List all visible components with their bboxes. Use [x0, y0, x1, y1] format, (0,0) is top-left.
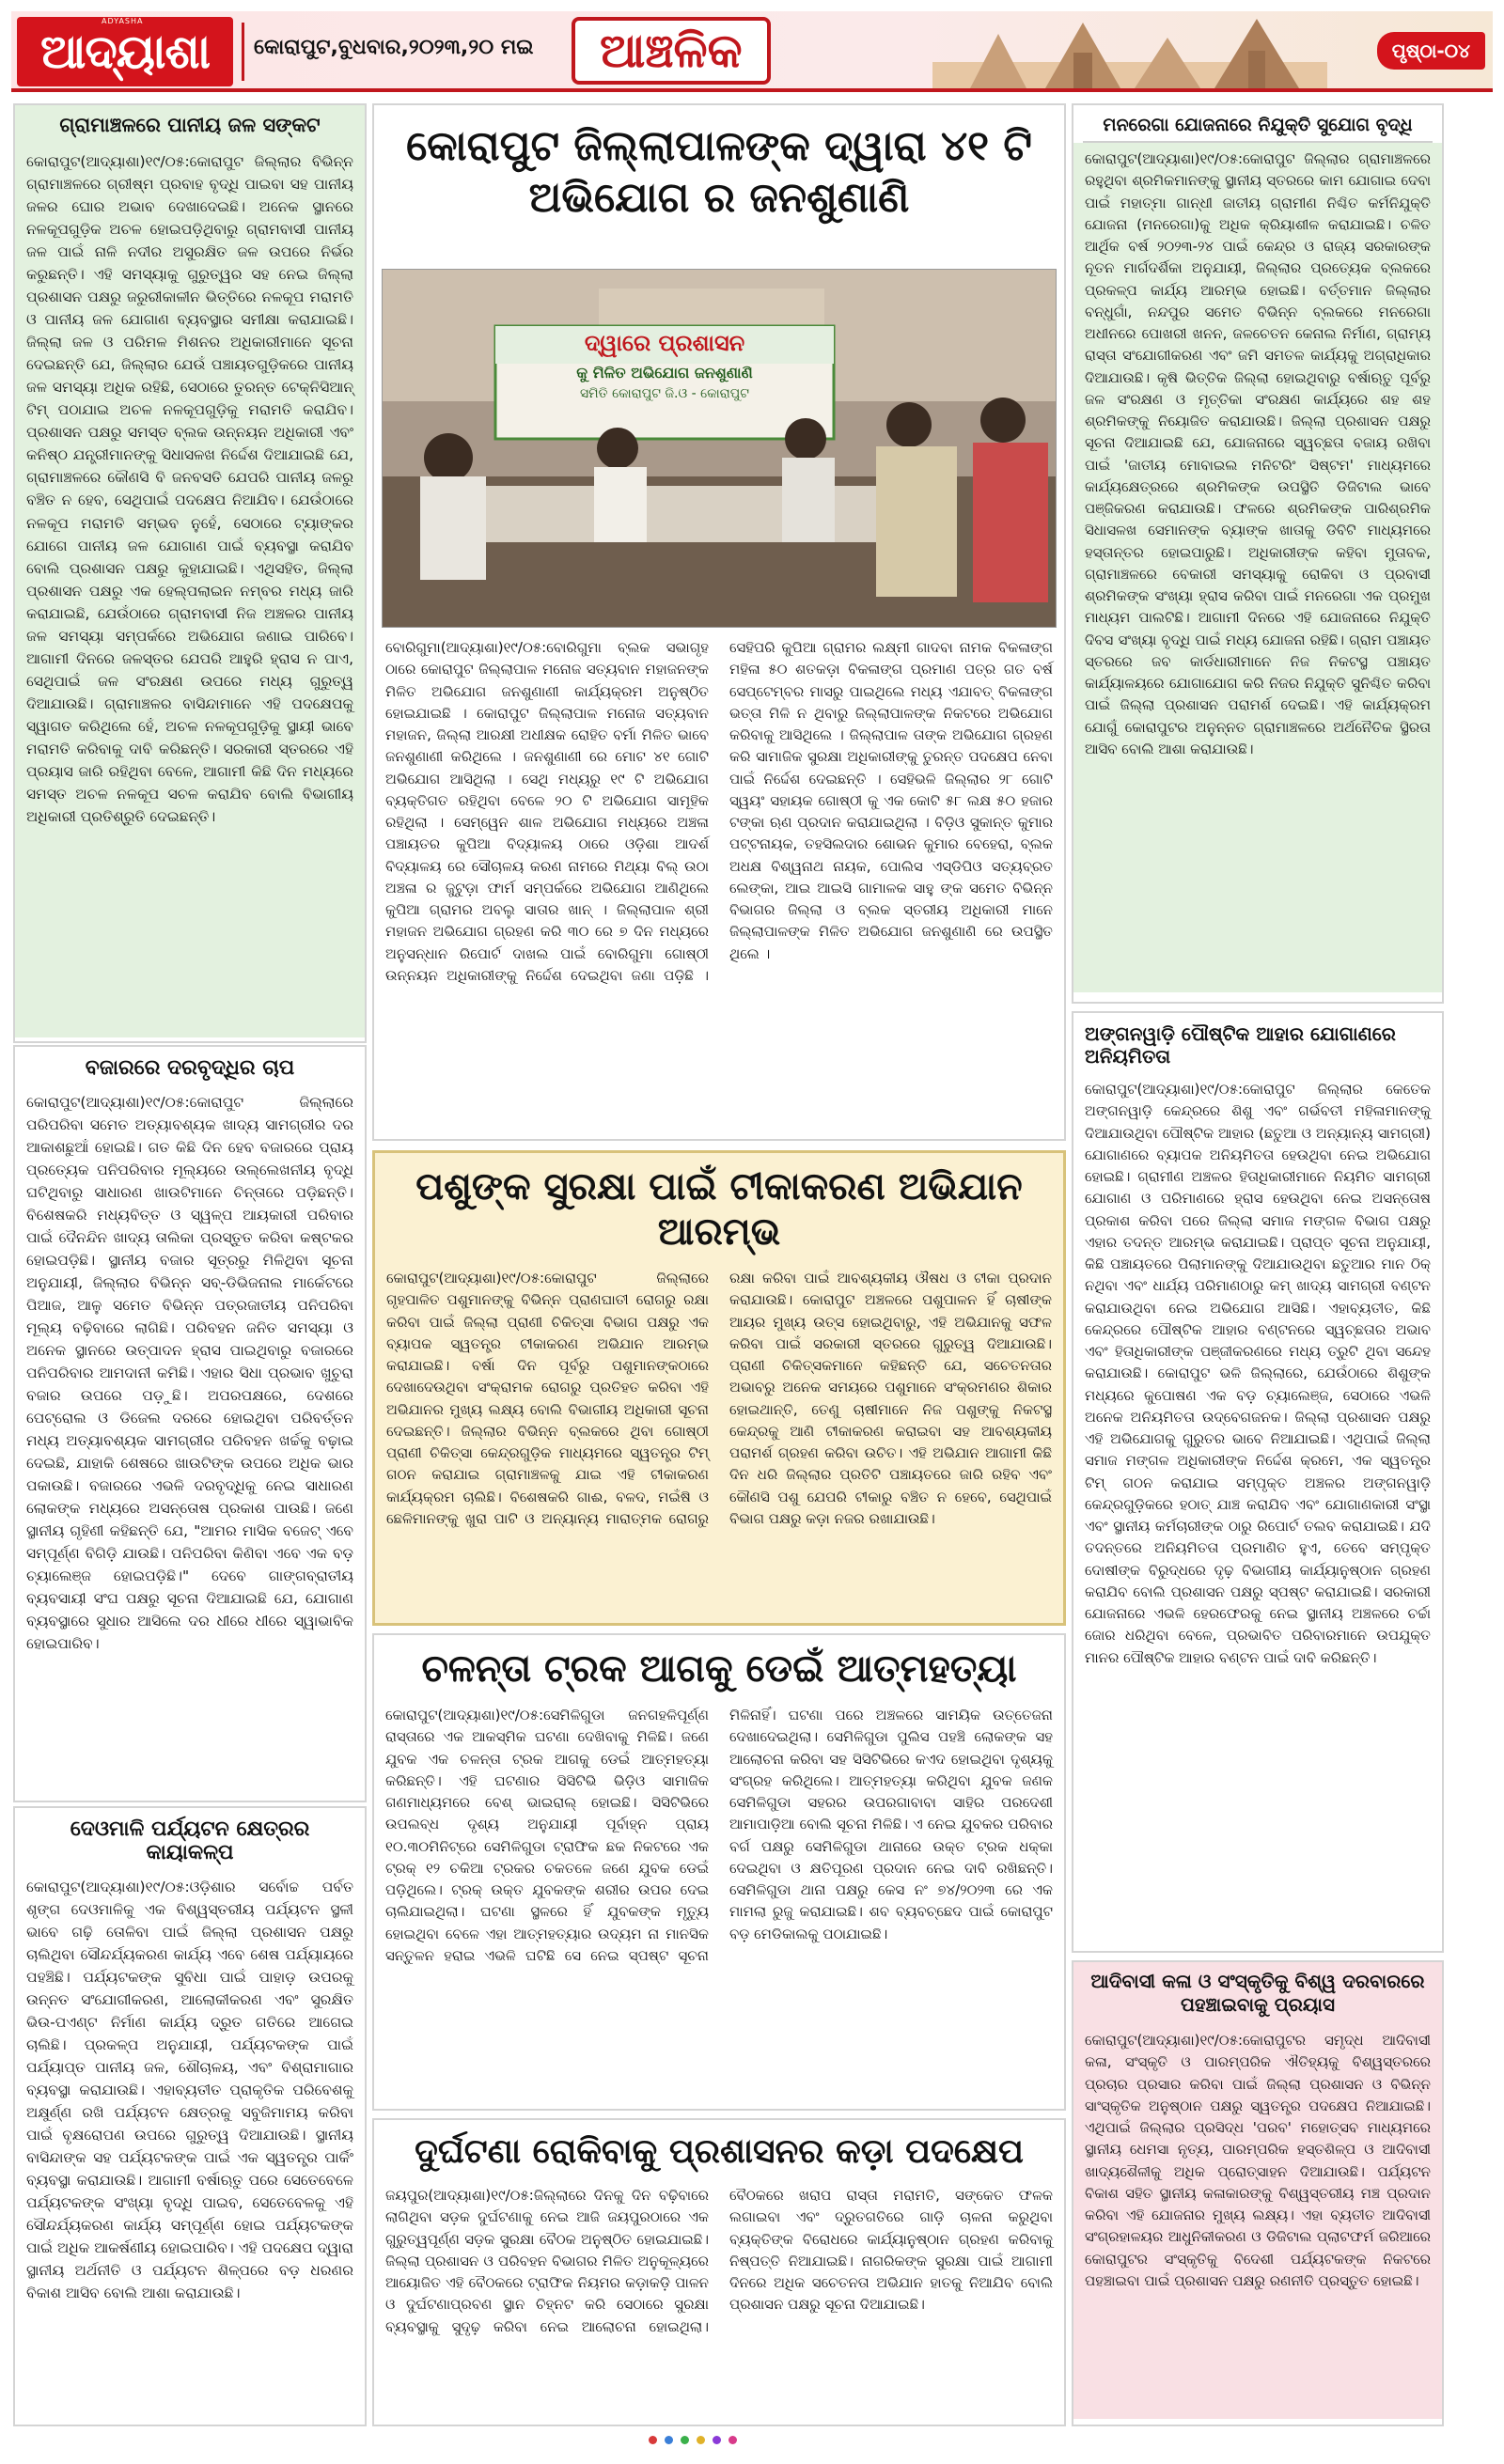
article-tribal — [1072, 1960, 1444, 2426]
article-body: ବୋରିଗୁମା(ଆଦ୍ୟାଶା)୧୯/୦୫:ବୋରିଗୁମା ବ୍ଲକ ସଭାଗୃହ ଠାରେ କୋରାପୁଟ ଜିଲ୍ଲାପାଳ ମନୋଜ ସତ୍ୟବାନ ମହାଜନଙ୍କ ମିଳିତ ଅଭିଯୋଗ ଜନଶୁଣାଣୀ କାର୍ଯ୍ୟକ୍ରମ ଅନୁଷ୍ଠିତ ହୋଇଯାଇଛି । କୋରାପୁଟ ଜିଲ୍ଲାପାଳ ମନୋଜ ସତ୍ୟବାନ ମହାଜନ, ଜିଲ୍ଲା ଆରକ୍ଷୀ ଅଧୀକ୍ଷକ ରୋହିତ ବର୍ମା ମିଳିତ ଭାବେ ଜନଶୁଣାଣୀ କରିଥିଲେ । ଜନଶୁଣାଣୀ ରେ ମୋଟ ୪୧ ଗୋଟି ଅଭିଯୋଗ ଆସିଥିଲା । ସେଥି ମଧ୍ୟରୁ ୧୯ ଟି ଅଭିଯୋଗ ବ୍ୟକ୍ତିଗତ ରହିଥିବା ବେଳେ ୨୦ ଟି ଅଭିଯୋଗ ସାମୂହିକ ରହିଥିଲା । ସେମ୍ୱେନ ଶାଳ ଅଭିଯୋଗ ମଧ୍ୟରେ ଅଞ୍ଚଳା ପଞ୍ଚାୟତର କୁପିଆ ବିଦ୍ୟାଳୟ ଠାରେ ଓଡ଼ିଶା ଆଦର୍ଶ ବିଦ୍ୟାଳୟ ରେ ସୌଚାଳୟ କରଣ ନାମରେ ମିଥ୍ୟା ବିଲ୍ ଉଠା ଅଞ୍ଚଳା ର ଜୁଟୁଡ଼ା ଫାର୍ମ ସମ୍ପର୍କରେ ଅଭିଯୋଗ ଆଣିଥିଲେ କୁପିଆ ଗ୍ରାମର ଅବଲୁ ସାତାର ଖାନ୍ । ଜିଲ୍ଲାପାଳ ଶ୍ରୀ ମହାଜନ ଅଭିଯୋଗ ଗ୍ରହଣ କରି ୩୦ ରେ ୭ ଦିନ ମଧ୍ୟରେ ଅନୁସନ୍ଧାନ ରିପୋର୍ଟ ଦାଖଲ ପାଇଁ ବୋରିଗୁମା ଗୋଷ୍ଠୀ ଉନ୍ନୟନ ଅଧିକାରୀଙ୍କୁ ନିର୍ଦ୍ଦେଶ ଦେଇଥିବା ଜଣା ପଡ଼ିଛି । ସେହିପରି କୁପିଆ ଗ୍ରାମର ଲକ୍ଷ୍ମୀ ଗାଦବା ନାମକ ବିକଳାଙ୍ଗ ମହିଳା ୫୦ ଶତକଡ଼ା ବିକଳାଙ୍ଗ ପ୍ରମାଣ ପତ୍ର ଗତ ବର୍ଷ ସେପ୍ଟେମ୍ବର ମାସରୁ ପାଇଥିଲେ ମଧ୍ୟ ଏଯାବତ୍ ବିକଳାଙ୍ଗ ଭତ୍ତା ମିଳି ନ ଥିବାରୁ ଜିଲ୍ଲାପାଳଙ୍କ ନିକଟରେ ଅଭିଯୋଗ କରିବାକୁ ଆସିଥିଲେ । ଜିଲ୍ଲାପାଳ ତାଙ୍କ ଅଭିଯୋଗ ଗ୍ରହଣ କରି ସାମାଜିକ ସୁରକ୍ଷା ଅଧିକାରୀଙ୍କୁ ତୁରନ୍ତ ପଦକ୍ଷେପ ନେବା ପାଇଁ ନିର୍ଦ୍ଦେଶ ଦେଇଛନ୍ତି । ସେହିଭଳି ଜିଲ୍ଲାର ୨୮ ଗୋଟି ସ୍ୱୟଂ ସହାୟକ ଗୋଷ୍ଠୀ କୁ ଏକ କୋଟି ୫୮ ଲକ୍ଷ ୫୦ ହଜାର ଟଙ୍କା ଋଣ ପ୍ରଦାନ କରାଯାଇଥିଲା । ବିଡ଼ିଓ ସୁକାନ୍ତ କୁମାର ପଟ୍ଟନାୟକ, ତହସିଲଦାର ଶୋଭନ କୁମାର ବେହେରା, ବ୍ଲକ ଅଧକ୍ଷ ବିଶ୍ୱନାଥ ନାୟକ, ପୋଲିସ ଏସ୍ଡିପିଓ ସତ୍ୟବ୍ରତ ଲେଙ୍କା, ଆଇ ଆଇସି ଗାମାଳକ ସାହୁ ଙ୍କ ସମେତ ବିଭିନ୍ନ ବିଭାଗର ଜିଲ୍ଲା ଓ ବ୍ଲକ ସ୍ତରୀୟ ଅଧିକାରୀ ମାନେ ଜିଲ୍ଲାପାଳଙ୍କ ମିଳିତ ଅଭିଯୋଗ ଜନଶୁଣାଣି ରେ ଉପସ୍ଥିତ ଥିଲେ । — [385, 639, 1053, 984]
article-title: ମନରେଗା ଯୋଜନାରେ ନିଯୁକ୍ତି ସୁଯୋଗ ବୃଦ୍ଧି — [1103, 115, 1413, 135]
page-indicator — [649, 2436, 737, 2444]
dateline: କୋରାପୁଟ,ବୁଧବାର,୨୦୨୩,୨୦ ମଇ — [254, 36, 534, 59]
indicator-dot — [665, 2436, 673, 2444]
news-photo — [382, 269, 1057, 628]
article-title: ପଶୁଙ୍କ ସୁରକ୍ଷା ପାଇଁ ଟୀକାକରଣ ଅଭିଯାନ ଆରମ୍ଭ — [415, 1165, 1023, 1254]
temple-illustration — [932, 15, 1327, 88]
section-title: ଆଞ୍ଚଳିକ — [572, 17, 771, 85]
article-deomali — [13, 1806, 367, 2426]
page-number: ପୃଷ୍ଠା-୦୪ — [1377, 32, 1485, 70]
indicator-dot — [697, 2436, 705, 2444]
banner-subtitle: କୁ ମିଳିତ ଅଭିଯୋଗ ଜନଶୁଣାଣି — [576, 364, 753, 382]
logo-text: ଆଦ୍ୟାଶା — [39, 23, 211, 79]
article-suicide — [372, 1633, 1066, 2111]
article-body: କୋରାପୁଟ(ଆଦ୍ୟାଶା)୧୯/୦୫:କୋରାପୁଟର ସମୃଦ୍ଧ ଆଦିବାସୀ କଳା, ସଂସ୍କୃତି ଓ ପାରମ୍ପରିକ ଐତିହ୍ୟକୁ ବିଶ୍ୱସ୍ତରରେ ପ୍ରଚାର ପ୍ରସାର କରିବା ପାଇଁ ଜିଲ୍ଲା ପ୍ରଶାସନ ଓ ବିଭିନ୍ନ ସାଂସ୍କୃତିକ ଅନୁଷ୍ଠାନ ପକ୍ଷରୁ ସ୍ୱତନ୍ତ୍ର ପଦକ୍ଷେପ ନିଆଯାଇଛି। ଏଥିପାଇଁ ଜିଲ୍ଲାର ପ୍ରସିଦ୍ଧ 'ପରବ' ମହୋତ୍ସବ ମାଧ୍ୟମରେ ସ୍ଥାନୀୟ ଧେମସା ନୃତ୍ୟ, ପାରମ୍ପରିକ ହସ୍ତଶିଳ୍ପ ଓ ଆଦିବାସୀ ଖାଦ୍ୟଶୈଳୀକୁ ଅଧିକ ପ୍ରୋତ୍ସାହନ ଦିଆଯାଉଛି। ପର୍ଯ୍ୟଟନ ବିକାଶ ସହିତ ସ୍ଥାନୀୟ କଳାକାରଙ୍କୁ ବିଶ୍ୱସ୍ତରୀୟ ମଞ୍ଚ ପ୍ରଦାନ କରିବା ଏହି ଯୋଜନାର ମୁଖ୍ୟ ଲକ୍ଷ୍ୟ। ଏହା ବ୍ୟତୀତ ଆଦିବାସୀ ସଂଗ୍ରହାଳୟର ଆଧୁନିକୀକରଣ ଓ ଡିଜିଟାଲ ପ୍ଲାଟଫର୍ମ ଜରିଆରେ କୋରାପୁଟର ସଂସ୍କୃତିକୁ ବିଦେଶୀ ପର୍ଯ୍ୟଟକଙ୍କ ନିକଟରେ ପହଞ୍ଚାଇବା ପାଇଁ ପ୍ରଶାସନ ପକ୍ଷରୁ ରଣନୀତି ପ୍ରସ୍ତୁତ ହୋଇଛି। — [1073, 2024, 1442, 2419]
article-water — [13, 103, 367, 1043]
article-accident — [372, 2118, 1066, 2426]
banner-subtitle-2: ସମିତି କୋରାପୁଟ ଜି.ଓ - କୋରାପୁଟ — [580, 386, 749, 401]
photo-banner — [495, 326, 834, 439]
lead-headline: କୋରାପୁଟ ଜିଲ୍ଲାପାଳଙ୍କ ଦ୍ୱାରା ୪୧ ଟି ଅଭିଯୋଗ ର ଜନଶୁଣାଣି — [406, 122, 1032, 222]
article-vaccine — [372, 1150, 1066, 1626]
indicator-dot — [728, 2436, 737, 2444]
article-body: କୋରାପୁଟ(ଆଦ୍ୟାଶା)୧୯/୦୫:କୋରାପୁଟ ଜିଲ୍ଲାର କେତେକ ଅଙ୍ଗନୱାଡ଼ି କେନ୍ଦ୍ରରେ ଶିଶୁ ଏବଂ ଗର୍ଭବତୀ ମହିଳାମାନଙ୍କୁ ଦିଆଯାଉଥିବା ପୌଷ୍ଟିକ ଆହାର (ଛତୁଆ ଓ ଅନ୍ୟାନ୍ୟ ସାମଗ୍ରୀ) ଯୋଗାଣରେ ବ୍ୟାପକ ଅନିୟମିତତା ହେଉଥିବା ନେଇ ଅଭିଯୋଗ ହୋଇଛି। ଗ୍ରାମୀଣ ଅଞ୍ଚଳର ହିତାଧିକାରୀମାନେ ନିୟମିତ ସାମଗ୍ରୀ ଯୋଗାଣ ଓ ପରିମାଣରେ ହ୍ରାସ ହେଉଥିବା ନେଇ ଅସନ୍ତୋଷ ପ୍ରକାଶ କରିବା ପରେ ଜିଲ୍ଲା ସମାଜ ମଙ୍ଗଳ ବିଭାଗ ପକ୍ଷରୁ ଏହାର ତଦନ୍ତ ଆରମ୍ଭ କରାଯାଇଛି। ପ୍ରାପ୍ତ ସୂଚନା ଅନୁଯାୟୀ, କିଛି ପଞ୍ଚାୟତରେ ପିଲାମାନଙ୍କୁ ଦିଆଯାଉଥିବା ଛତୁଆର ମାନ ଠିକ୍ ନଥିବା ଏବଂ ଧାର୍ଯ୍ୟ ପରିମାଣଠାରୁ କମ୍ ଖାଦ୍ୟ ସାମଗ୍ରୀ ବଣ୍ଟନ କରାଯାଉଥିବା ନେଇ ଅଭିଯୋଗ ଆସିଛି। ଏହାବ୍ୟତୀତ, କିଛି କେନ୍ଦ୍ରରେ ପୌଷ୍ଟିକ ଆହାର ବଣ୍ଟନରେ ସ୍ୱଚ୍ଛତାର ଅଭାବ ଏବଂ ହିତାଧିକାରୀଙ୍କ ପଞ୍ଜୀକରଣରେ ମଧ୍ୟ ତ୍ରୁଟି ଥିବା ସନ୍ଦେହ କରାଯାଉଛି। କୋରାପୁଟ ଭଳି ଜିଲ୍ଲାରେ, ଯେଉଁଠାରେ ଶିଶୁଙ୍କ ମଧ୍ୟରେ କୁପୋଷଣ ଏକ ବଡ଼ ଚ୍ୟାଲେଞ୍ଜ, ସେଠାରେ ଏଭଳି ଅନେକ ଅନିୟମିତତା ଉଦ୍ବେଗଜନକ। ଜିଲ୍ଲା ପ୍ରଶାସନ ପକ୍ଷରୁ ଏହି ଅଭିଯୋଗକୁ ଗୁରୁତର ଭାବେ ନିଆଯାଇଛି। ଏଥିପାଇଁ ଜିଲ୍ଲା ସମାଜ ମଙ୍ଗଳ ଅଧିକାରୀଙ୍କ ନିର୍ଦ୍ଦେଶ କ୍ରମେ, ଏକ ସ୍ୱତନ୍ତ୍ର ଟିମ୍ ଗଠନ କରାଯାଇ ସମ୍ପୃକ୍ତ ଅଞ୍ଚଳର ଅଙ୍ଗନୱାଡ଼ି କେନ୍ଦ୍ରଗୁଡ଼ିକରେ ହଠାତ୍ ଯାଞ୍ଚ କରାଯିବ ଏବଂ ଯୋଗାଣକାରୀ ସଂସ୍ଥା ଏବଂ ସ୍ଥାନୀୟ କର୍ମଚାରୀଙ୍କ ଠାରୁ ରିପୋର୍ଟ ତଲବ କରାଯାଇଛି। ଯଦି ତଦନ୍ତରେ ଅନିୟମିତତା ପ୍ରମାଣିତ ହୁଏ, ତେବେ ସମ୍ପୃକ୍ତ ଦୋଷୀଙ୍କ ବିରୁଦ୍ଧରେ ଦୃଢ଼ ବିଭାଗୀୟ କାର୍ଯ୍ୟାନୁଷ୍ଠାନ ଗ୍ରହଣ କରାଯିବ ବୋଲି ପ୍ରଶାସନ ପକ୍ଷରୁ ସ୍ପଷ୍ଟ କରାଯାଇଛି। ସରକାରୀ ଯୋଜନାରେ ଏଭଳି ହେରଫେରକୁ ନେଇ ସ୍ଥାନୀୟ ଅଞ୍ଚଳରେ ଚର୍ଚ୍ଚା ଜୋର ଧରିଥିବା ବେଳେ, ପ୍ରଭାବିତ ପରିବାରମାନେ ଉପଯୁକ୍ତ ମାନର ପୌଷ୍ଟିକ ଆହାର ବଣ୍ଟନ ପାଇଁ ଦାବି କରିଛନ୍ତି। — [1085, 1081, 1431, 1666]
banner-title: ଦ୍ୱାରେ ପ୍ରଶାସନ — [584, 330, 745, 356]
masthead-divider — [242, 23, 244, 81]
article-body: କୋରାପୁଟ(ଆଦ୍ୟାଶା)୧୯/୦୫:କୋରାପୁଟ ଜିଲ୍ଲାର ବିଭିନ୍ନ ଗ୍ରାମାଞ୍ଚଳରେ ଗ୍ରୀଷ୍ମ ପ୍ରବାହ ବୃଦ୍ଧି ପାଇବା ସହ ପାନୀୟ ଜଳର ଘୋର ଅଭାବ ଦେଖାଦେଇଛି। ଅନେକ ସ୍ଥାନରେ ନଳକୂପଗୁଡ଼ିକ ଅଚଳ ହୋଇପଡ଼ିଥିବାରୁ ଗ୍ରାମବାସୀ ପାନୀୟ ଜଳ ପାଇଁ ନାଳି ନଦୀର ଅସୁରକ୍ଷିତ ଜଳ ଉପରେ ନିର୍ଭର କରୁଛନ୍ତି। ଏହି ସମସ୍ୟାକୁ ଗୁରୁତ୍ୱର ସହ ନେଇ ଜିଲ୍ଲା ପ୍ରଶାସନ ପକ୍ଷରୁ ଜରୁରୀକାଳୀନ ଭିତ୍ତିରେ ନଳକୂପ ମରାମତି ଓ ପାନୀୟ ଜଳ ଯୋଗାଣ ବ୍ୟବସ୍ଥାର ସମୀକ୍ଷା କରାଯାଇଛି। ଜିଲ୍ଲା ଜଳ ଓ ପରିମଳ ମିଶନର ଅଧିକାରୀମାନେ ସୂଚନା ଦେଇଛନ୍ତି ଯେ, ଜିଲ୍ଲାର ଯେଉଁ ପଞ୍ଚାୟତଗୁଡ଼ିକରେ ପାନୀୟ ଜଳ ସମସ୍ୟା ଅଧିକ ରହିଛି, ସେଠାରେ ତୁରନ୍ତ ଟେକ୍ନିସିଆନ୍ ଟିମ୍ ପଠାଯାଇ ଅଚଳ ନଳକୂପଗୁଡ଼ିକୁ ମରାମତି କରାଯିବ। ପ୍ରଶାସନ ପକ୍ଷରୁ ସମସ୍ତ ବ୍ଲକ ଉନ୍ନୟନ ଅଧିକାରୀ ଏବଂ କନିଷ୍ଠ ଯନ୍ତ୍ରୀମାନଙ୍କୁ ସିଧାସଳଖ ନିର୍ଦ୍ଦେଶ ଦିଆଯାଇଛି ଯେ, ଗ୍ରାମାଞ୍ଚଳରେ କୌଣସି ବି ଜନବସତି ଯେପରି ପାନୀୟ ଜଳରୁ ବଞ୍ଚିତ ନ ହେବ, ସେଥିପାଇଁ ପଦକ୍ଷେପ ନିଆଯିବ। ଯେଉଁଠାରେ ନଳକୂପ ମରାମତି ସମ୍ଭବ ନୁହେଁ, ସେଠାରେ ଟ୍ୟାଙ୍କର ଯୋଗେ ପାନୀୟ ଜଳ ଯୋଗାଣ ପାଇଁ ବ୍ୟବସ୍ଥା କରାଯିବ ବୋଲି ପ୍ରଶାସନ ପକ୍ଷରୁ କୁହାଯାଇଛି। ଏଥିସହିତ, ଜିଲ୍ଲା ପ୍ରଶାସନ ପକ୍ଷରୁ ଏକ ହେଲ୍ପଲାଇନ ନମ୍ବର ମଧ୍ୟ ଜାରି କରାଯାଇଛି, ଯେଉଁଠାରେ ଗ୍ରାମବାସୀ ନିଜ ଅଞ୍ଚଳର ପାନୀୟ ଜଳ ସମସ୍ୟା ସମ୍ପର୍କରେ ଅଭିଯୋଗ ଜଣାଇ ପାରିବେ। ଆଗାମୀ ଦିନରେ ଜଳସ୍ତର ଯେପରି ଆହୁରି ହ୍ରାସ ନ ପାଏ, ସେଥିପାଇଁ ଜଳ ସଂରକ୍ଷଣ ଉପରେ ମଧ୍ୟ ଗୁରୁତ୍ୱ ଦିଆଯାଉଛି। ଗ୍ରାମାଞ୍ଚଳର ବାସିନ୍ଦାମାନେ ଏହି ପଦକ୍ଷେପକୁ ସ୍ୱାଗତ କରିଥିଲେ ହେଁ, ଅଚଳ ନଳକୂପଗୁଡ଼ିକୁ ସ୍ଥାୟୀ ଭାବେ ମରାମତି କରିବାକୁ ଦାବି କରିଛନ୍ତି। ସରକାରୀ ସ୍ତରରେ ଏହି ପ୍ରୟାସ ଜାରି ରହିଥିବା ବେଳେ, ଆଗାମୀ କିଛି ଦିନ ମଧ୍ୟରେ ସମସ୍ତ ଅଚଳ ନଳକୂପ ସଚଳ କରାଯିବ ବୋଲି ବିଭାଗୀୟ ଅଧିକାରୀ ପ୍ରତିଶ୍ରୁତି ଦେଇଛନ୍ତି। — [15, 145, 365, 1037]
article-body: କୋରାପୁଟ(ଆଦ୍ୟାଶା)୧୯/୦୫:କୋରାପୁଟ ଜିଲ୍ଲାରେ ପରିପରିବା ସମେତ ଅତ୍ୟାବଶ୍ୟକ ଖାଦ୍ୟ ସାମଗ୍ରୀର ଦର ଆକାଶଛୁଆଁ ହୋଇଛି। ଗତ କିଛି ଦିନ ହେବ ବଜାରରେ ପ୍ରାୟ ପ୍ରତ୍ୟେକ ପନିପରିବାର ମୂଲ୍ୟରେ ଉଲ୍ଲେଖନୀୟ ବୃଦ୍ଧି ଘଟିଥିବାରୁ ସାଧାରଣ ଖାଉଟିମାନେ ଚିନ୍ତାରେ ପଡ଼ିଛନ୍ତି। ବିଶେଷକରି ମଧ୍ୟବିତ୍ତ ଓ ସ୍ୱଳ୍ପ ଆୟକାରୀ ପରିବାର ପାଇଁ ଦୈନନ୍ଦିନ ଖାଦ୍ୟ ତାଲିକା ପ୍ରସ୍ତୁତ କରିବା କଷ୍ଟକର ହୋଇପଡ଼ିଛି। ସ୍ଥାନୀୟ ବଜାର ସୂତ୍ରରୁ ମିଳିଥିବା ସୂଚନା ଅନୁଯାୟୀ, ଜିଲ୍ଲାର ବିଭିନ୍ନ ସବ୍-ଡିଭିଜନାଲ ମାର୍କେଟରେ ପିଆଜ, ଆଳୁ ସମେତ ବିଭିନ୍ନ ପତ୍ରଜାତୀୟ ପନିପରିବା ମୂଲ୍ୟ ବଢ଼ିବାରେ ଲାଗିଛି। ପରିବହନ ଜନିତ ସମସ୍ୟା ଓ ଅନେକ ସ୍ଥାନରେ ଉତ୍ପାଦନ ହ୍ରାସ ପାଇଥିବାରୁ ବଜାରରେ ପନିପରିବାର ଆମଦାନୀ କମିଛି। ଏହାର ସିଧା ପ୍ରଭାବ ଖୁଚୁରା ବଜାର ଉପରେ ପଡ଼ୁଛି। ଅପରପକ୍ଷରେ, ଦେଶରେ ପେଟ୍ରୋଲ ଓ ଡିଜେଲ ଦରରେ ହୋଇଥିବା ପରିବର୍ତ୍ତନ ମଧ୍ୟ ଅତ୍ୟାବଶ୍ୟକ ସାମଗ୍ରୀର ପରିବହନ ଖର୍ଚ୍ଚକୁ ବଢ଼ାଇ ଦେଇଛି, ଯାହାକି ଶେଷରେ ଖାଉଟିଙ୍କ ଉପରେ ଅଧିକ ଭାର ପକାଉଛି। ବଜାରରେ ଏଭଳି ଦରବୃଦ୍ଧିକୁ ନେଇ ସାଧାରଣ ଲୋକଙ୍କ ମଧ୍ୟରେ ଅସନ୍ତୋଷ ପ୍ରକାଶ ପାଉଛି। ଜଣେ ସ୍ଥାନୀୟ ଗୃହିଣୀ କହିଛନ୍ତି ଯେ, "ଆମର ମାସିକ ବଜେଟ୍ ଏବେ ସମ୍ପୂର୍ଣ୍ଣ ବିଗିଡ଼ି ଯାଉଛି। ପନିପରିବା କିଣିବା ଏବେ ଏକ ବଡ଼ ଚ୍ୟାଲେଞ୍ଜ ହୋଇପଡ଼ିଛି।" ଦେବେ ଗାଙ୍ଗବ୍ରାତୀୟ ବ୍ୟବସାୟୀ ସଂଘ ପକ୍ଷରୁ ସୂଚନା ଦିଆଯାଇଛି ଯେ, ଯୋଗାଣ ବ୍ୟବସ୍ଥାରେ ସୁଧାର ଆସିଲେ ଦର ଧୀରେ ଧୀରେ ସ୍ୱାଭାବିକ ହୋଇପାରିବ। — [26, 1094, 353, 1653]
article-title: ଦେଓମାଳି ପର୍ଯ୍ୟଟନ କ୍ଷେତ୍ରର କାୟାକଳ୍ପ — [70, 1817, 310, 1864]
newspaper-logo — [17, 17, 233, 86]
indicator-dot — [649, 2436, 657, 2444]
article-mgnrega — [1072, 103, 1444, 1004]
article-title: ଆଦିବାସୀ କଳା ଓ ସଂସ୍କୃତିକୁ ବିଶ୍ୱ ଦରବାରରେ ପହଞ୍ଚାଇବାକୁ ପ୍ରୟାସ — [1073, 1962, 1442, 2024]
article-body: କୋରାପୁଟ(ଆଦ୍ୟାଶା)୧୯/୦୫:କୋରାପୁଟ ଜିଲ୍ଲାର ଗ୍ରାମାଞ୍ଚଳରେ ରହୁଥିବା ଶ୍ରମିକମାନଙ୍କୁ ସ୍ଥାନୀୟ ସ୍ତରରେ କାମ ଯୋଗାଇ ଦେବା ପାଇଁ ମହାତ୍ମା ଗାନ୍ଧୀ ଜାତୀୟ ଗ୍ରାମୀଣ ନିଶ୍ଚିତ କର୍ମନିଯୁକ୍ତି ଯୋଜନା (ମନରେଗା)କୁ ଅଧିକ କ୍ରିୟାଶୀଳ କରାଯାଇଛି। ଚଳିତ ଆର୍ଥିକ ବର୍ଷ ୨୦୨୩-୨୪ ପାଇଁ କେନ୍ଦ୍ର ଓ ରାଜ୍ୟ ସରକାରଙ୍କ ନୂତନ ମାର୍ଗଦର୍ଶିକା ଅନୁଯାୟୀ, ଜିଲ୍ଲାର ପ୍ରତ୍ୟେକ ବ୍ଲକରେ ପ୍ରକଳ୍ପ କାର୍ଯ୍ୟ ଆରମ୍ଭ ହୋଇଛି। ବର୍ତ୍ତମାନ ଜିଲ୍ଲାର ବନ୍ଧୁଗାଁ, ନନ୍ଦପୁର ସମେତ ବିଭିନ୍ନ ବ୍ଲକରେ ମନରେଗା ଅଧୀନରେ ପୋଖରୀ ଖନନ, ଜଳଚେତନ କେନାଲ ନିର୍ମାଣ, ଗ୍ରାମ୍ୟ ରାସ୍ତା ସଂଯୋଗୀକରଣ ଏବଂ ଜମି ସମତଳ କାର୍ଯ୍ୟକୁ ଅଗ୍ରାଧିକାର ଦିଆଯାଉଛି। କୃଷି ଭିତ୍ତିକ ଜିଲ୍ଲା ହୋଇଥିବାରୁ ବର୍ଷାଋତୁ ପୂର୍ବରୁ ଜଳ ସଂରକ୍ଷଣ ଓ ମୃତ୍ତିକା ସଂରକ୍ଷଣ କାର୍ଯ୍ୟରେ ଶହ ଶହ ଶ୍ରମିକଙ୍କୁ ନିୟୋଜିତ କରାଯାଉଛି। ଜିଲ୍ଲା ପ୍ରଶାସନ ପକ୍ଷରୁ ସୂଚନା ଦିଆଯାଇଛି ଯେ, ଯୋଜନାରେ ସ୍ୱଚ୍ଛତା ବଜାୟ ରଖିବା ପାଇଁ 'ଜାତୀୟ ମୋବାଇଲ ମନିଟରିଂ ସିଷ୍ଟମ' ମାଧ୍ୟମରେ କାର୍ଯ୍ୟକ୍ଷେତ୍ରରେ ଶ୍ରମିକଙ୍କ ଉପସ୍ଥିତି ଡିଜିଟାଲ ଭାବେ ପଞ୍ଜିକରଣ କରାଯାଉଛି। ଫଳରେ ଶ୍ରମିକଙ୍କ ପାରିଶ୍ରମିକ ସିଧାସଳଖ ସେମାନଙ୍କ ବ୍ୟାଙ୍କ ଖାତାକୁ ଡିବିଟି ମାଧ୍ୟମରେ ହସ୍ତାନ୍ତର ହୋଇପାରୁଛି। ଅଧିକାରୀଙ୍କ କହିବା ମୁତାବକ, ଗ୍ରାମାଞ୍ଚଳରେ ବେକାରୀ ସମସ୍ୟାକୁ ରୋକିବା ଓ ପ୍ରବାସୀ ଶ୍ରମିକଙ୍କ ସଂଖ୍ୟା ହ୍ରାସ କରିବା ପାଇଁ ମନରେଗା ଏକ ପ୍ରମୁଖ ମାଧ୍ୟମ ପାଲଟିଛି। ଆଗାମୀ ଦିନରେ ଏହି ଯୋଜନାରେ ନିଯୁକ୍ତି ଦିବସ ସଂଖ୍ୟା ବୃଦ୍ଧି ପାଇଁ ମଧ୍ୟ ଯୋଜନା ରହିଛି। ଗ୍ରାମ ପଞ୍ଚାୟତ ସ୍ତରରେ ଜବ କାର୍ଡଧାରୀମାନେ ନିଜ ନିକଟସ୍ଥ ପଞ୍ଚାୟତ କାର୍ଯ୍ୟାଳୟରେ ଯୋଗାଯୋଗ କରି ନିଜର ନିଯୁକ୍ତି ସୁନିଶ୍ଚିତ କରିବା ପାଇଁ ଜିଲ୍ଲା ପ୍ରଶାସନ ପରାମର୍ଶ ଦେଇଛି। ଏହି କାର୍ଯ୍ୟକ୍ରମ ଯୋଗୁଁ କୋରାପୁଟର ଅନୁନ୍ନତ ଗ୍ରାମାଞ୍ଚଳରେ ଅର୍ଥନୈତିକ ସ୍ଥିରତା ଆସିବ ବୋଲି ଆଶା କରାଯାଉଛି। — [1073, 143, 1442, 992]
article-title: ଗ୍ରାମାଞ୍ଚଳରେ ପାନୀୟ ଜଳ ସଙ୍କଟ — [15, 105, 365, 145]
indicator-dot — [713, 2436, 721, 2444]
article-title: ଅଙ୍ଗନୱାଡ଼ି ପୌଷ୍ଟିକ ଆହାର ଯୋଗାଣରେ ଅନିୟମିତତା — [1085, 1022, 1396, 1068]
masthead — [11, 11, 1493, 92]
hearing-photo-illustration — [383, 270, 1057, 628]
article-title: ବଜାରରେ ଦରବୃଦ୍ଧିର ଚାପ — [85, 1056, 295, 1080]
article-body: କୋରାପୁଟ(ଆଦ୍ୟାଶା)୧୯/୦୫:ଓଡ଼ିଶାର ସର୍ବୋଚ୍ଚ ପର୍ବତ ଶୃଙ୍ଗ ଦେଓମାଳିକୁ ଏକ ବିଶ୍ୱସ୍ତରୀୟ ପର୍ଯ୍ୟଟନ ସ୍ଥଳୀ ଭାବେ ଗଢ଼ି ତୋଳିବା ପାଇଁ ଜିଲ୍ଲା ପ୍ରଶାସନ ପକ୍ଷରୁ ଚାଲିଥିବା ସୌନ୍ଦର୍ଯ୍ୟକରଣ କାର୍ଯ୍ୟ ଏବେ ଶେଷ ପର୍ଯ୍ୟାୟରେ ପହଞ୍ଚିଛି। ପର୍ଯ୍ୟଟକଙ୍କ ସୁବିଧା ପାଇଁ ପାହାଡ଼ ଉପରକୁ ଉନ୍ନତ ସଂଯୋଗୀକରଣ, ଆଲୋକୀକରଣ ଏବଂ ସୁରକ୍ଷିତ ଭିଉ-ପଏଣ୍ଟ ନିର୍ମାଣ କାର୍ଯ୍ୟ ଦ୍ରୁତ ଗତିରେ ଆଗେଇ ଚାଲିଛି। ପ୍ରକଳ୍ପ ଅନୁଯାୟୀ, ପର୍ଯ୍ୟଟକଙ୍କ ପାଇଁ ପର୍ଯ୍ୟାପ୍ତ ପାନୀୟ ଜଳ, ଶୌଚାଳୟ, ଏବଂ ବିଶ୍ରାମାଗାର ବ୍ୟବସ୍ଥା କରାଯାଉଛି। ଏହାବ୍ୟତୀତ ପ୍ରାକୃତିକ ପରିବେଶକୁ ଅକ୍ଷୁର୍ଣ୍ଣ ରଖି ପର୍ଯ୍ୟଟନ କ୍ଷେତ୍ରକୁ ସବୁଜିମାମୟ କରିବା ପାଇଁ ବୃକ୍ଷରୋପଣ ଉପରେ ଗୁରୁତ୍ୱ ଦିଆଯାଉଛି। ସ୍ଥାନୀୟ ବାସିନ୍ଦାଙ୍କ ସହ ପର୍ଯ୍ୟଟକଙ୍କ ପାଇଁ ଏକ ସ୍ୱତନ୍ତ୍ର ପାର୍କିଂ ବ୍ୟବସ୍ଥା କରାଯାଉଛି। ଆଗାମୀ ବର୍ଷାଋତୁ ପରେ ସେତେବେଳେ ପର୍ଯ୍ୟଟକଙ୍କ ସଂଖ୍ୟା ବୃଦ୍ଧି ପାଇବ, ସେତେବେଳକୁ ଏହି ସୌନ୍ଦର୍ଯ୍ୟକରଣ କାର୍ଯ୍ୟ ସମ୍ପୂର୍ଣ୍ଣ ହୋଇ ପର୍ଯ୍ୟଟକଙ୍କ ପାଇଁ ଅଧିକ ଆକର୍ଷଣୀୟ ହୋଇପାରିବ। ଏହି ପଦକ୍ଷେପ ଦ୍ୱାରା ସ୍ଥାନୀୟ ଅର୍ଥନୀତି ଓ ପର୍ଯ୍ୟଟନ ଶିଳ୍ପରେ ବଡ଼ ଧରଣର ବିକାଶ ଆସିବ ବୋଲି ଆଶା କରାଯାଉଛି। — [26, 1879, 353, 2302]
article-anganwadi — [1072, 1011, 1444, 1953]
logo-subtext: ADYASHA — [102, 17, 144, 25]
article-body: କୋରାପୁଟ(ଆଦ୍ୟାଶା)୧୯/୦୫:କୋରାପୁଟ ଜିଲ୍ଲାରେ ଗୃହପାଳିତ ପଶୁମାନଙ୍କୁ ବିଭିନ୍ନ ପ୍ରାଣଘାତୀ ରୋଗରୁ ରକ୍ଷା କରିବା ପାଇଁ ଜିଲ୍ଲା ପ୍ରାଣୀ ଚିକିତ୍ସା ବିଭାଗ ପକ୍ଷରୁ ଏକ ବ୍ୟାପକ ସ୍ୱତନ୍ତ୍ର ଟୀକାକରଣ ଅଭିଯାନ ଆରମ୍ଭ କରାଯାଇଛି। ବର୍ଷା ଦିନ ପୂର୍ବରୁ ପଶୁମାନଙ୍କଠାରେ ଦେଖାଦେଉଥିବା ସଂକ୍ରାମକ ରୋଗରୁ ପ୍ରତିହତ କରିବା ଏହି ଅଭିଯାନର ମୁଖ୍ୟ ଲକ୍ଷ୍ୟ ବୋଲି ବିଭାଗୀୟ ଅଧିକାରୀ ସୂଚନା ଦେଇଛନ୍ତି। ଜିଲ୍ଲାର ବିଭିନ୍ନ ବ୍ଲକରେ ଥିବା ଗୋଷ୍ଠୀ ପ୍ରାଣୀ ଚିକିତ୍ସା କେନ୍ଦ୍ରଗୁଡ଼ିକ ମାଧ୍ୟମରେ ସ୍ୱତନ୍ତ୍ର ଟିମ୍ ଗଠନ କରାଯାଇ ଗ୍ରାମାଞ୍ଚଳକୁ ଯାଇ ଏହି ଟୀକାକରଣ କାର୍ଯ୍ୟକ୍ରମ ଚାଲିଛି। ବିଶେଷକରି ଗାଈ, ବଳଦ, ମଇଁଷି ଓ ଛେଳିମାନଙ୍କୁ ଖୁରା ପାଟି ଓ ଅନ୍ୟାନ୍ୟ ମାରାତ୍ମକ ରୋଗରୁ ରକ୍ଷା କରିବା ପାଇଁ ଆବଶ୍ୟକୀୟ ଔଷଧ ଓ ଟୀକା ପ୍ରଦାନ କରାଯାଉଛି। କୋରାପୁଟ ଅଞ୍ଚଳରେ ପଶୁପାଳନ ହିଁ ଚାଷୀଙ୍କ ଆୟର ମୁଖ୍ୟ ଉତ୍ସ ହୋଇଥିବାରୁ, ଏହି ଅଭିଯାନକୁ ସଫଳ କରିବା ପାଇଁ ସରକାରୀ ସ୍ତରରେ ଗୁରୁତ୍ୱ ଦିଆଯାଉଛି। ପ୍ରାଣୀ ଚିକିତ୍ସକମାନେ କହିଛନ୍ତି ଯେ, ସଚେତନତାର ଅଭାବରୁ ଅନେକ ସମୟରେ ପଶୁମାନେ ସଂକ୍ରମଣର ଶିକାର ହୋଇଥାନ୍ତି, ତେଣୁ ଚାଷୀମାନେ ନିଜ ପଶୁଙ୍କୁ ନିକଟସ୍ଥ କେନ୍ଦ୍ରକୁ ଆଣି ଟୀକାକରଣ କରାଇବା ସହ ଆବଶ୍ୟକୀୟ ପରାମର୍ଶ ଗ୍ରହଣ କରିବା ଉଚିତ। ଏହି ଅଭିଯାନ ଆଗାମୀ କିଛି ଦିନ ଧରି ଜିଲ୍ଲାର ପ୍ରତିଟି ପଞ୍ଚାୟତରେ ଜାରି ରହିବ ଏବଂ କୌଣସି ପଶୁ ଯେପରି ଟୀକାରୁ ବଞ୍ଚିତ ନ ହେବେ, ସେଥିପାଇଁ ବିଭାଗ ପକ୍ଷରୁ କଡ଼ା ନଜର ରଖାଯାଉଛି। — [386, 1270, 1052, 1527]
article-title: ଚଳନ୍ତା ଟ୍ରକ ଆଗକୁ ଡେଇଁ ଆତ୍ମହତ୍ୟା — [421, 1647, 1017, 1691]
indicator-dot — [681, 2436, 689, 2444]
article-market — [13, 1045, 367, 1802]
article-body: ଜୟପୁର(ଆଦ୍ୟାଶା)୧୯/୦୫:ଜିଲ୍ଲାରେ ଦିନକୁ ଦିନ ବଢ଼ିବାରେ ଲାଗିଥିବା ସଡ଼କ ଦୁର୍ଘଟଣାକୁ ନେଇ ଆଜି ଜୟପୁରଠାରେ ଏକ ଗୁରୁତ୍ୱପୂର୍ଣ୍ଣ ସଡ଼କ ସୁରକ୍ଷା ବୈଠକ ଅନୁଷ୍ଠିତ ହୋଇଯାଇଛି। ଜିଲ୍ଲା ପ୍ରଶାସନ ଓ ପରିବହନ ବିଭାଗର ମିଳିତ ଅନୁକୂଳ୍ୟରେ ଆୟୋଜିତ ଏହି ବୈଠକରେ ଟ୍ରାଫିକ ନିୟମର କଡ଼ାକଡ଼ି ପାଳନ ଓ ଦୁର୍ଘଟଣାପ୍ରବଣ ସ୍ଥାନ ଚିହ୍ନଟ କରି ସେଠାରେ ସୁରକ୍ଷା ବ୍ୟବସ୍ଥାକୁ ସୁଦୃଢ଼ କରିବା ନେଇ ଆଲୋଚନା ହୋଇଥିଲା। ବୈଠକରେ ଖରାପ ରାସ୍ତା ମରାମତି, ସଙ୍କେତ ଫଳକ ଲଗାଇବା ଏବଂ ଦ୍ରୁତଗତିରେ ଗାଡ଼ି ଚାଳନା କରୁଥିବା ବ୍ୟକ୍ତିଙ୍କ ବିରୋଧରେ କାର୍ଯ୍ୟାନୁଷ୍ଠାନ ଗ୍ରହଣ କରିବାକୁ ନିଷ୍ପତ୍ତି ନିଆଯାଇଛି। ନାଗରିକଙ୍କ ସୁରକ୍ଷା ପାଇଁ ଆଗାମୀ ଦିନରେ ଅଧିକ ସଚେତନତା ଅଭିଯାନ ହାତକୁ ନିଆଯିବ ବୋଲି ପ୍ରଶାସନ ପକ୍ଷରୁ ସୂଚନା ଦିଆଯାଇଛି। — [385, 2187, 1053, 2335]
article-body: କୋରାପୁଟ(ଆଦ୍ୟାଶା)୧୯/୦୫:ସେମିଳିଗୁଡା ଜନଗହଳିପୂର୍ଣ୍ଣ ରାସ୍ତାରେ ଏକ ଆକସ୍ମିକ ଘଟଣା ଦେଖିବାକୁ ମିଳିଛି। ଜଣେ ଯୁବକ ଏକ ଚଳନ୍ତା ଟ୍ରକ ଆଗକୁ ଡେଇଁ ଆତ୍ମହତ୍ୟା କରିଛନ୍ତି। ଏହି ଘଟଣାର ସିସିଟିଭି ଭିଡ଼ିଓ ସାମାଜିକ ଗଣମାଧ୍ୟମରେ ବେଶ୍ ଭାଇରାଲ୍ ହୋଇଛି। ସିସିଟିଭିରେ ଉପଲବ୍ଧ ଦୃଶ୍ୟ ଅନୁଯାୟୀ ପୂର୍ବାହ୍ନ ପ୍ରାୟ ୧୦.୩୦ମିନିଟ୍‌ରେ ସେମିଳିଗୁଡା ଟ୍ରାଫିକ ଛକ ନିକଟରେ ଏକ ଟ୍ରକ୍ ୧୨ ଚକିଆ ଟ୍ରକର ଚକତଳେ ଜଣେ ଯୁବକ ଡେଇଁ ପଡ଼ିଥିଲେ। ଟ୍ରକ୍ ଉକ୍ତ ଯୁବକଙ୍କ ଶରୀର ଉପର ଦେଇ ଚାଲିଯାଇଥିଲା। ଘଟଣା ସ୍ଥଳରେ ହିଁ ଯୁବକଙ୍କ ମୃତ୍ୟୁ ହୋଇଥିବା ବେଳେ ଏହା ଆତ୍ମହତ୍ୟାର ଉଦ୍ୟମ ନା ମାନସିକ ସନ୍ତୁଳନ ହରାଇ ଏଭଳି ଘଟିଛି ସେ ନେଇ ସ୍ପଷ୍ଟ ସୂଚନା ମିଳିନାହିଁ। ଘଟଣା ପରେ ଅଞ୍ଚଳରେ ସାମୟିକ ଉତ୍ତେଜନା ଦେଖାଦେଇଥିଲା। ସେମିଳିଗୁଡା ପୁଲିସ ପହଞ୍ଚି ଲୋକଙ୍କ ସହ ଆଲୋଚନା କରିବା ସହ ସିସିଟିଭିରେ କଏଦ ହୋଇଥିବା ଦୃଶ୍ୟକୁ ସଂଗ୍ରହ କରିଥିଲେ। ଆତ୍ମହତ୍ୟା କରିଥିବା ଯୁବକ ଜଣକ ସେମିଳିଗୁଡା ସହରର ଉପରଗାବାବା ସାହିର ପରଦେଶୀ ଆମାପାଡ଼ିଆ ବୋଲି ସୂଚନା ମିଳିଛି। ଏ ନେଇ ଯୁବକର ପରିବାର ବର୍ଗ ପକ୍ଷରୁ ସେମିଳିଗୁଡା ଥାନାରେ ଉକ୍ତ ଟ୍ରକ ଧକ୍କା ଦେଇଥିବା ଓ କ୍ଷତିପୂରଣ ପ୍ରଦାନ ନେଇ ଦାବି ରଖିଛନ୍ତି। ସେମିଳିଗୁଡା ଥାନା ପକ୍ଷରୁ କେସ ନଂ ୭୪/୨୦୨୩ ରେ ଏକ ମାମଲା ରୁଜୁ କରାଯାଇଛି। ଶବ ବ୍ୟବଚ୍ଛେଦ ପାଇଁ କୋରାପୁଟ ବଡ଼ ମେଡିକାଲକୁ ପଠାଯାଇଛି। — [385, 1707, 1053, 1964]
article-title: ଦୁର୍ଘଟଣା ରୋକିବାକୁ ପ୍ରଶାସନର କଡ଼ା ପଦକ୍ଷେପ — [415, 2132, 1024, 2171]
